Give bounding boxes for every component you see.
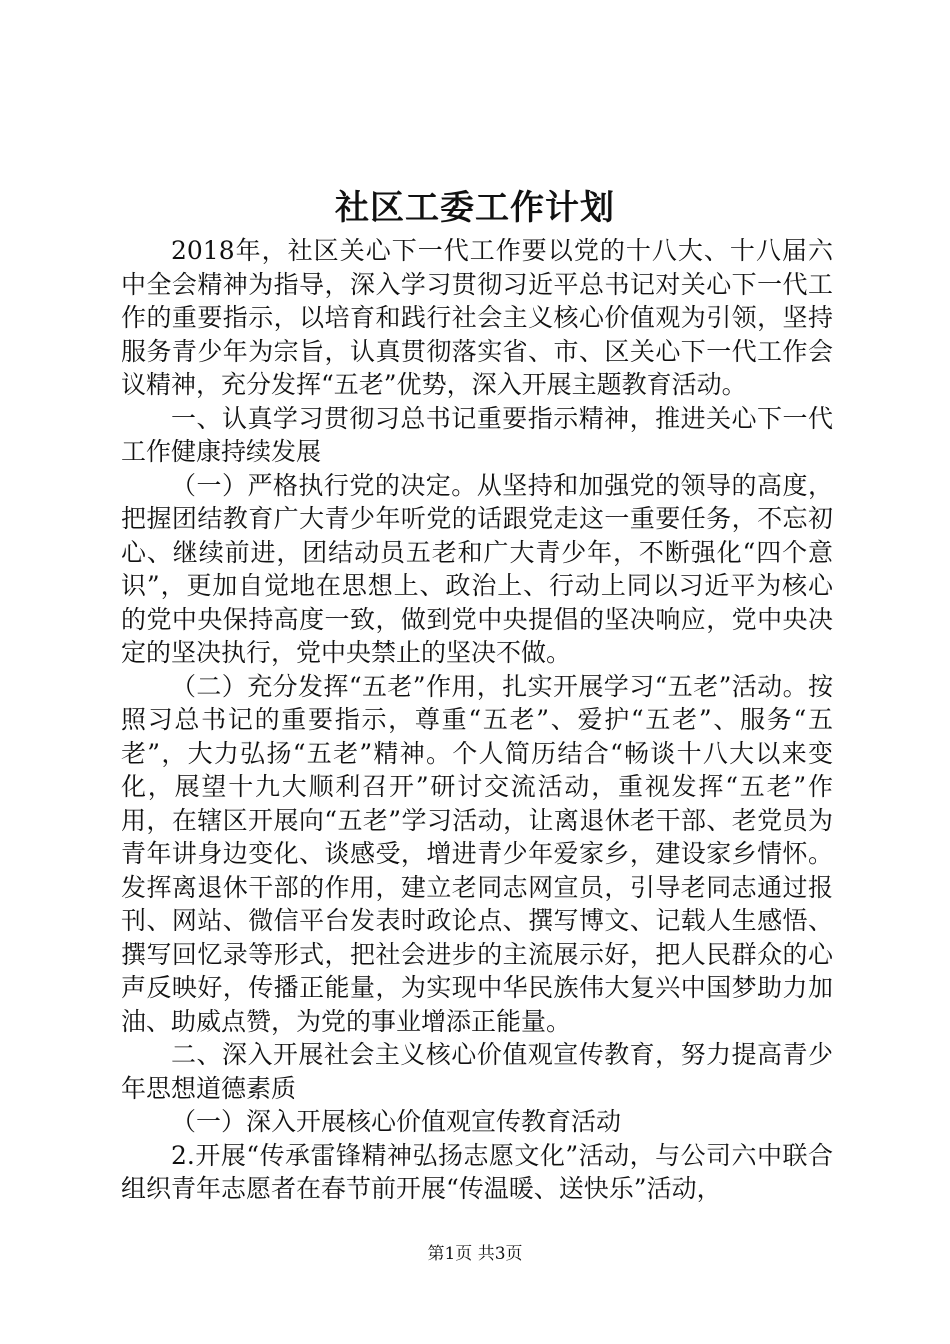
subheading-2-1: （一）深入开展核心价值观宣传教育活动 [171, 1107, 622, 1136]
paragraph-intro: 2018年，社区关心下一代工作要以党的十八大、十八届六中全会精神为指导，深入学习贯彻习近平总书记对关心下一代工作的重要指示，以培育和践行社会主义核心价值观为引领，坚持服务青少年为宗旨，认真贯彻落实省、市、区关心下一代工作会议精神，充分发挥“五老”优势，深入开展主题教育活动。 [121, 236, 833, 399]
document-body [121, 234, 833, 1206]
page-footer: 第1页 共3页 [427, 1244, 523, 1264]
heading-section-1: 一、认真学习贯彻习总书记重要指示精神，推进关心下一代工作健康持续发展 [121, 403, 833, 466]
heading-section-2: 二、深入开展社会主义核心价值观宣传教育，努力提高青少年思想道德素质 [121, 1040, 833, 1103]
paragraph-1-1: （一）严格执行党的决定。从坚持和加强党的领导的高度，把握团结教育广大青少年听党的话跟党走这一重要任务，不忘初心、继续前进，团结动员五老和广大青少年，不断强化“四个意识”，更加自觉地在思想上、政治上、行动上同以习近平为核心的党中央保持高度一致，做到党中央提倡的坚决响应，党中央决定的坚决执行，党中央禁止的坚决不做。 [121, 470, 833, 667]
paragraph-2-1-2: 2.开展“传承雷锋精神弘扬志愿文化”活动，与公司六中联合组织青年志愿者在春节前开展“传温暖、送快乐”活动， [121, 1140, 833, 1203]
paragraph-1-2: （二）充分发挥“五老”作用，扎实开展学习“五老”活动。按照习总书记的重要指示，尊重“五老”、爱护“五老”、服务“五老”，大力弘扬“五老”精神。个人简历结合“畅谈十八大以来变化，展望十九大顺利召开”研讨交流活动，重视发挥“五老”作用，在辖区开展向“五老”学习活动，让离退休老干部、老党员为青年讲身边变化、谈感受，增进青少年爱家乡，建设家乡情怀。发挥离退休干部的作用，建立老同志网宣员，引导老同志通过报刊、网站、微信平台发表时政论点、撰写博文、记载人生感悟、撰写回忆录等形式，把社会进步的主流展示好，把人民群众的心声反映好，传播正能量，为实现中华民族伟大复兴中国梦助力加油、助威点赞，为党的事业增添正能量。 [121, 671, 833, 1036]
document-title: 社区工委工作计划 [335, 188, 615, 228]
